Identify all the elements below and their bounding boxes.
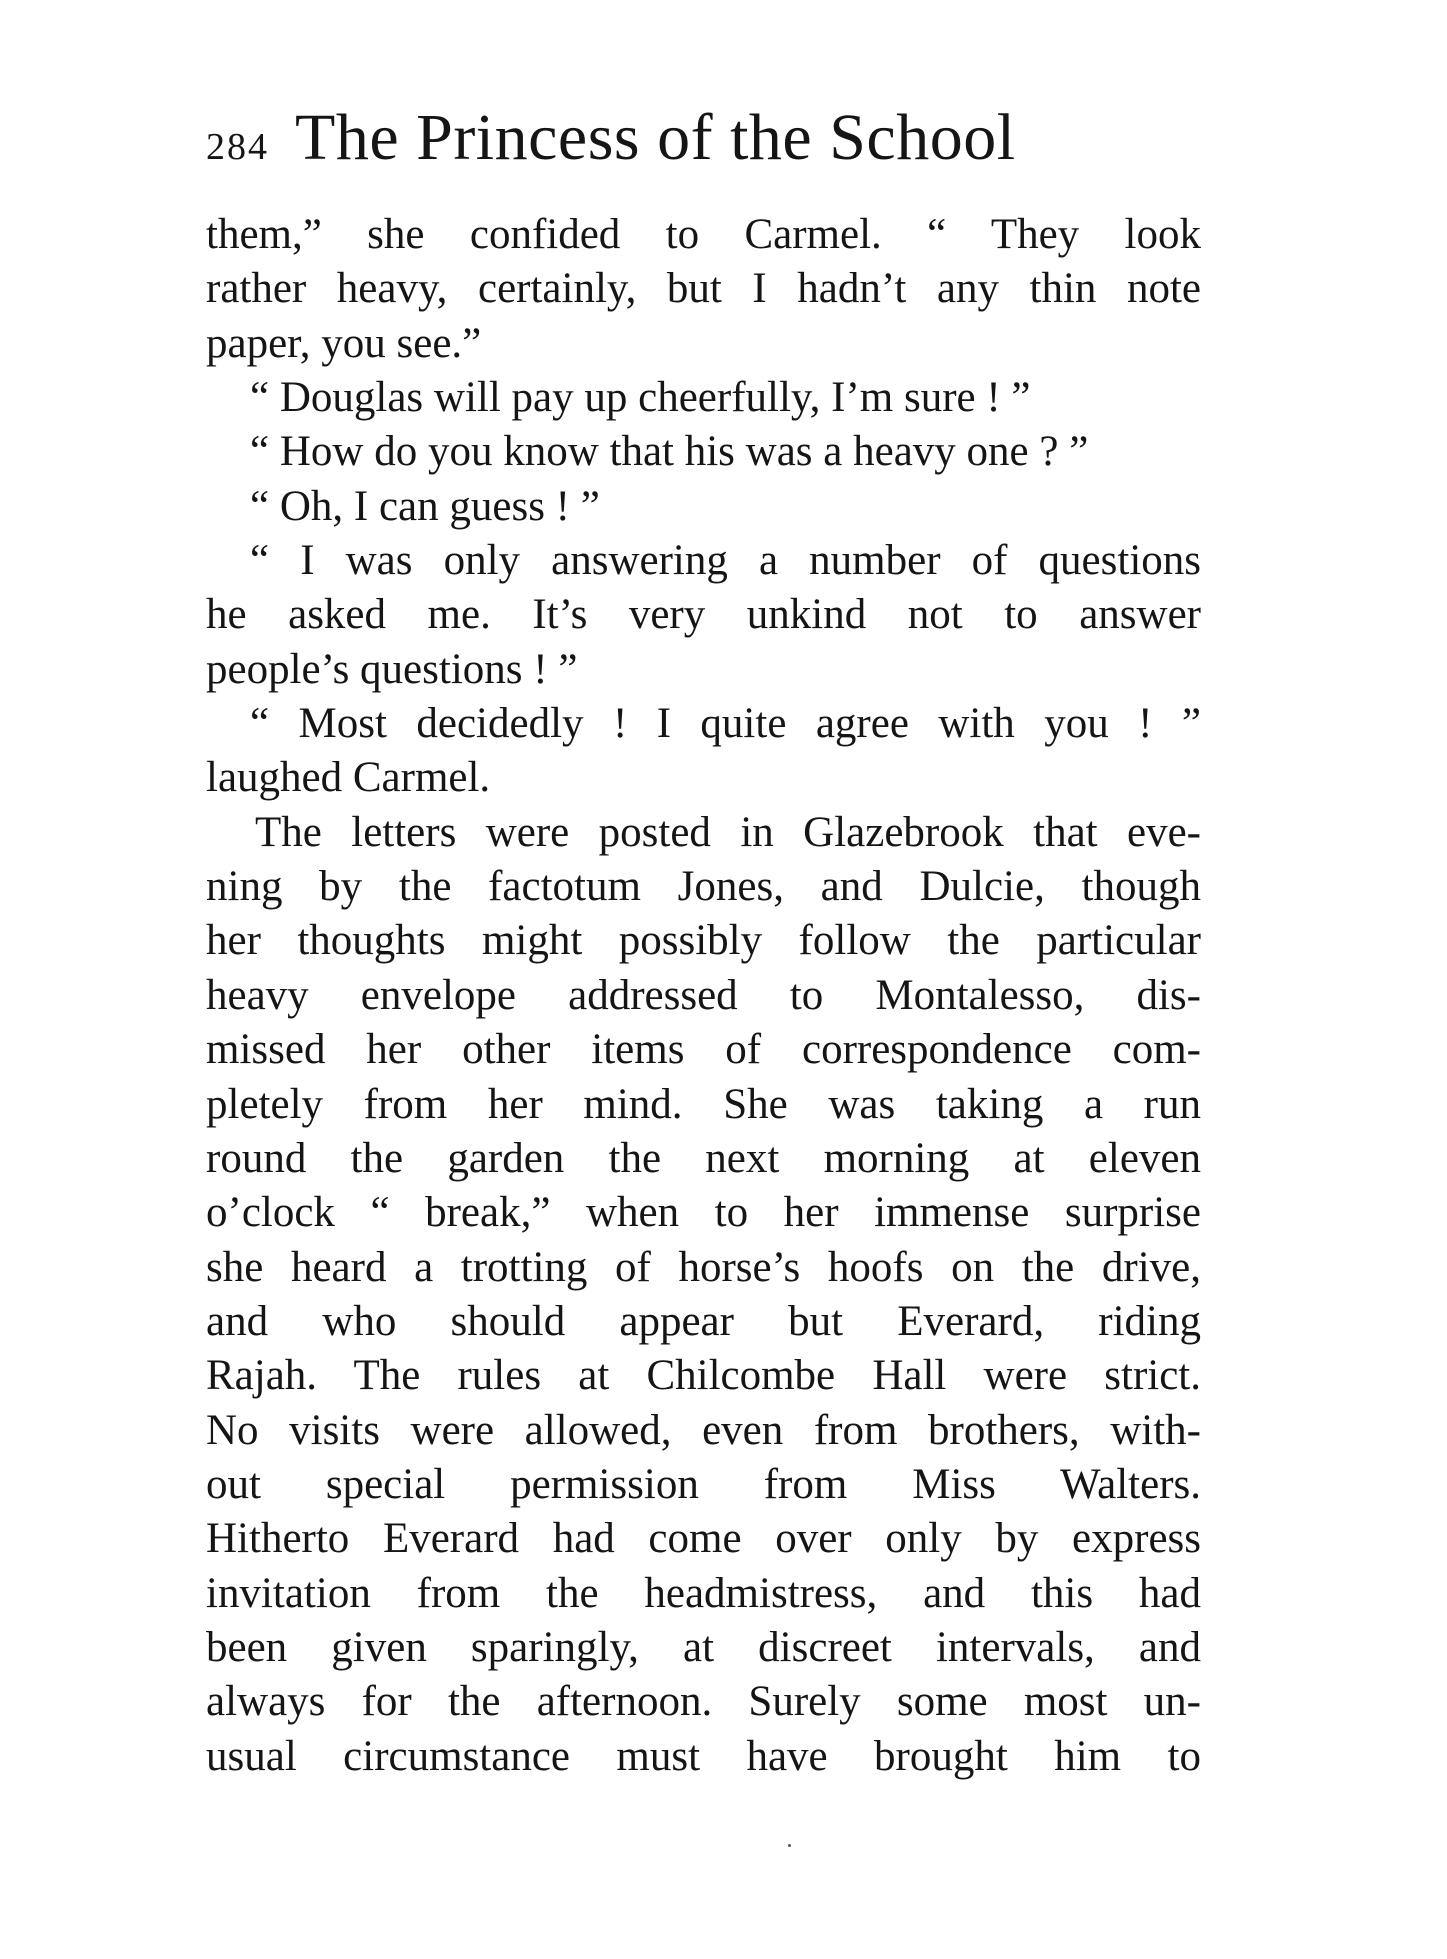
text-line: “ Oh, I can guess ! ” bbox=[250, 482, 600, 530]
text-line: people’s questions ! ” bbox=[206, 645, 578, 693]
text-line: always for the afternoon. Surely some most un- bbox=[206, 1678, 1201, 1726]
text-line: usual circumstance must have brought him to bbox=[206, 1732, 1201, 1780]
text-line: “ Douglas will pay up cheerfully, I’m sure ! ” bbox=[250, 374, 1031, 422]
text-line: invitation from the headmistress, and this had bbox=[206, 1569, 1201, 1617]
text-line: round the garden the next morning at eleven bbox=[206, 1134, 1201, 1182]
text-line: o’clock “ break,” when to her immense surprise bbox=[206, 1189, 1201, 1237]
text-line: Hitherto Everard had come over only by express bbox=[206, 1515, 1201, 1563]
text-line: and who should appear but Everard, riding bbox=[206, 1297, 1201, 1345]
text-line: “ I was only answering a number of questions bbox=[250, 537, 1201, 585]
text-line: rather heavy, certainly, but I hadn’t any thin note bbox=[206, 265, 1201, 313]
text-line: laughed Carmel. bbox=[206, 754, 491, 802]
body-text bbox=[206, 208, 1201, 1784]
text-line: The letters were posted in Glazebrook that eve- bbox=[255, 808, 1201, 856]
text-line: out special permission from Miss Walters. bbox=[206, 1460, 1201, 1508]
text-line: he asked me. It’s very unkind not to answer bbox=[206, 591, 1201, 639]
text-line: Rajah. The rules at Chilcombe Hall were strict. bbox=[206, 1352, 1201, 1400]
text-line: pletely from her mind. She was taking a run bbox=[206, 1080, 1201, 1128]
page-number: 284 bbox=[206, 126, 269, 168]
text-line: she heard a trotting of horse’s hoofs on the drive, bbox=[206, 1243, 1201, 1291]
print-speck bbox=[788, 1844, 791, 1847]
text-line: missed her other items of correspondence com- bbox=[206, 1026, 1201, 1074]
text-line: No visits were allowed, even from brothers, with- bbox=[206, 1406, 1201, 1454]
text-line: “ Most decidedly ! I quite agree with you ! ” bbox=[250, 700, 1201, 748]
text-line: “ How do you know that his was a heavy one ? ” bbox=[250, 428, 1089, 476]
text-line: paper, you see.” bbox=[206, 319, 482, 367]
running-title: The Princess of the School bbox=[295, 101, 1016, 174]
text-line: them,” she confided to Carmel. “ They look bbox=[206, 211, 1201, 258]
running-header bbox=[206, 100, 1206, 190]
text-line: been given sparingly, at discreet intervals, and bbox=[206, 1623, 1201, 1671]
text-line: her thoughts might possibly follow the particular bbox=[206, 917, 1201, 965]
text-line: ning by the factotum Jones, and Dulcie, though bbox=[206, 863, 1201, 911]
text-line: heavy envelope addressed to Montalesso, dis- bbox=[206, 971, 1201, 1019]
